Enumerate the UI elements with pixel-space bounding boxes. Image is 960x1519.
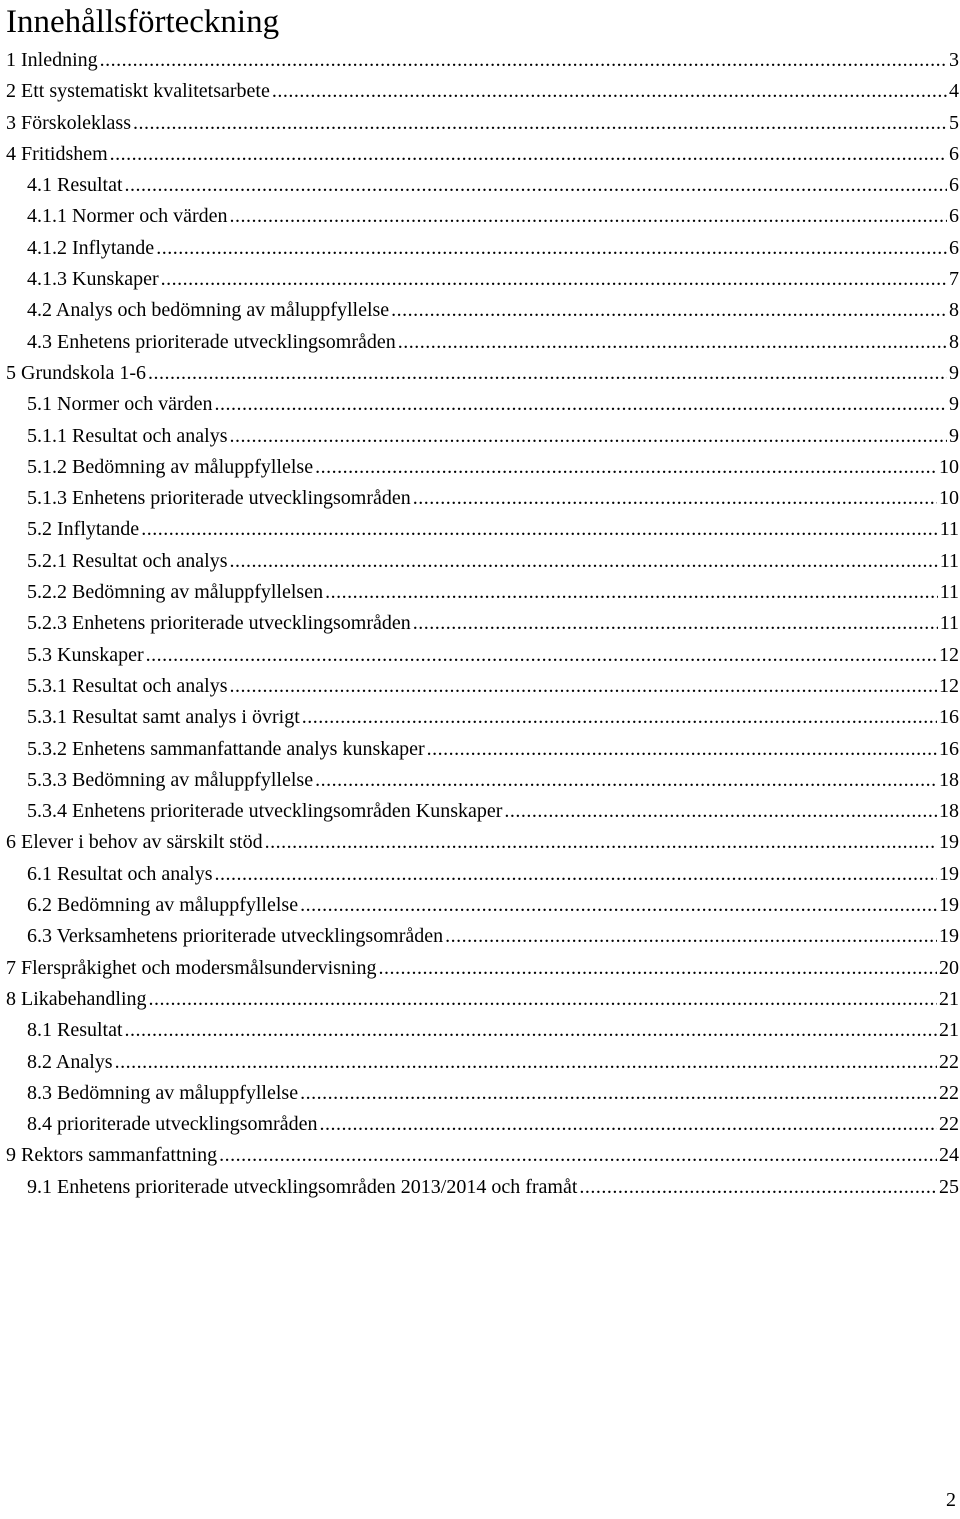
toc-entry-label: 5.3.1 Resultat och analys bbox=[27, 674, 228, 697]
toc-dot-leader bbox=[146, 640, 937, 671]
toc-entry[interactable] bbox=[0, 76, 960, 107]
toc-entry[interactable] bbox=[0, 1015, 960, 1046]
toc-entry-label: 6 Elever i behov av särskilt stöd bbox=[6, 831, 263, 854]
toc-entry-label: 4.1.3 Kunskaper bbox=[27, 268, 159, 291]
toc-dot-leader bbox=[427, 734, 937, 765]
toc-dot-leader bbox=[300, 890, 937, 921]
toc-entry-page-number: 11 bbox=[939, 581, 959, 604]
toc-entry-page-number: 4 bbox=[949, 80, 959, 103]
toc-dot-leader bbox=[315, 452, 937, 483]
toc-dot-leader bbox=[115, 1047, 937, 1078]
toc-entry-page-number: 22 bbox=[939, 1050, 959, 1073]
toc-entry-page-number: 19 bbox=[939, 925, 959, 948]
toc-entry-label: 4.1 Resultat bbox=[27, 174, 123, 197]
toc-entry[interactable] bbox=[0, 984, 960, 1015]
page-title: Innehållsförteckning bbox=[6, 4, 280, 40]
toc-entry-label: 5.2 Inflytande bbox=[27, 518, 140, 541]
toc-entry-label: 5.3 Kunskaper bbox=[27, 643, 144, 666]
toc-entry[interactable] bbox=[0, 546, 960, 577]
toc-entry[interactable] bbox=[0, 765, 960, 796]
toc-entry-label: 6.3 Verksamhetens prioriterade utvecklingsområden bbox=[27, 925, 444, 948]
toc-entry-page-number: 22 bbox=[939, 1081, 959, 1104]
toc-entry-page-number: 12 bbox=[939, 674, 959, 697]
toc-entry[interactable] bbox=[0, 608, 960, 639]
toc-dot-leader bbox=[161, 264, 947, 295]
toc-entry[interactable] bbox=[0, 201, 960, 232]
toc-entry-page-number: 19 bbox=[939, 831, 959, 854]
toc-entry-page-number: 6 bbox=[949, 174, 959, 197]
toc-entry-page-number: 22 bbox=[939, 1113, 959, 1136]
toc-entry-page-number: 11 bbox=[939, 549, 959, 572]
toc-dot-leader bbox=[413, 483, 937, 514]
toc-entry-label: 6.1 Resultat och analys bbox=[27, 862, 213, 885]
toc-dot-leader bbox=[230, 421, 947, 452]
toc-dot-leader bbox=[110, 139, 947, 170]
toc-entry-page-number: 18 bbox=[939, 800, 959, 823]
toc-entry-label: 5.1.3 Enhetens prioriterade utvecklingsområden bbox=[27, 487, 411, 510]
toc-dot-leader bbox=[445, 921, 937, 952]
toc-entry[interactable] bbox=[0, 1047, 960, 1078]
toc-entry[interactable] bbox=[0, 483, 960, 514]
toc-entry-page-number: 10 bbox=[939, 455, 959, 478]
toc-entry-label: 4.3 Enhetens prioriterade utvecklingsområden bbox=[27, 330, 396, 353]
toc-entry-label: 9 Rektors sammanfattning bbox=[6, 1144, 218, 1167]
toc-dot-leader bbox=[148, 358, 947, 389]
toc-entry-label: 5.2.2 Bedömning av måluppfyllelsen bbox=[27, 581, 324, 604]
toc-entry-label: 8 Likabehandling bbox=[6, 987, 147, 1010]
toc-entry-label: 8.1 Resultat bbox=[27, 1019, 123, 1042]
toc-dot-leader bbox=[215, 859, 937, 890]
toc-entry-page-number: 19 bbox=[939, 894, 959, 917]
toc-entry-page-number: 5 bbox=[949, 111, 959, 134]
toc-entry-label: 5.3.2 Enhetens sammanfattande analys kunskaper bbox=[27, 737, 425, 760]
toc-entry[interactable] bbox=[0, 702, 960, 733]
toc-entry-page-number: 16 bbox=[939, 706, 959, 729]
toc-entry[interactable] bbox=[0, 233, 960, 264]
toc-entry-label: 7 Flerspråkighet och modersmålsundervisning bbox=[6, 956, 377, 979]
toc-entry[interactable] bbox=[0, 1109, 960, 1140]
toc-dot-leader bbox=[391, 295, 947, 326]
toc-entry[interactable] bbox=[0, 734, 960, 765]
toc-dot-leader bbox=[125, 170, 947, 201]
toc-entry-label: 4.2 Analys och bedömning av måluppfyllelse bbox=[27, 299, 390, 322]
toc-entry-label: 4.1.2 Inflytande bbox=[27, 236, 155, 259]
toc-entry-page-number: 11 bbox=[939, 612, 959, 635]
toc-dot-leader bbox=[265, 827, 937, 858]
toc-entry-page-number: 21 bbox=[939, 1019, 959, 1042]
toc-entry-label: 8.3 Bedömning av måluppfyllelse bbox=[27, 1081, 299, 1104]
toc-entry-page-number: 8 bbox=[949, 299, 959, 322]
toc-entry-page-number: 12 bbox=[939, 643, 959, 666]
toc-dot-leader bbox=[219, 1140, 937, 1171]
toc-entry[interactable] bbox=[0, 327, 960, 358]
toc-entry[interactable] bbox=[0, 452, 960, 483]
toc-entry-label: 8.2 Analys bbox=[27, 1050, 113, 1073]
toc-entry-page-number: 16 bbox=[939, 737, 959, 760]
toc-entry[interactable] bbox=[0, 139, 960, 170]
toc-entry-label: 5 Grundskola 1-6 bbox=[6, 361, 146, 384]
toc-entry-label: 5.1.2 Bedömning av måluppfyllelse bbox=[27, 455, 314, 478]
toc-entry[interactable] bbox=[0, 295, 960, 326]
toc-entry-page-number: 10 bbox=[939, 487, 959, 510]
toc-entry[interactable] bbox=[0, 921, 960, 952]
toc-entry-page-number: 9 bbox=[949, 361, 959, 384]
table-of-contents bbox=[0, 45, 960, 1203]
toc-entry-page-number: 3 bbox=[949, 49, 959, 71]
toc-entry[interactable] bbox=[0, 1172, 960, 1203]
toc-entry[interactable] bbox=[0, 108, 960, 139]
toc-entry[interactable] bbox=[0, 796, 960, 827]
toc-entry[interactable] bbox=[0, 389, 960, 420]
toc-entry[interactable] bbox=[0, 577, 960, 608]
toc-entry-label: 5.3.4 Enhetens prioriterade utvecklingsområden Kunskaper bbox=[27, 800, 503, 823]
toc-entry-page-number: 8 bbox=[949, 330, 959, 353]
toc-entry-label: 3 Förskoleklass bbox=[6, 111, 131, 134]
toc-entry[interactable] bbox=[0, 45, 960, 76]
toc-entry[interactable] bbox=[0, 671, 960, 702]
toc-dot-leader bbox=[300, 1078, 937, 1109]
toc-entry-page-number: 20 bbox=[939, 956, 959, 979]
toc-dot-leader bbox=[215, 389, 948, 420]
toc-entry-label: 5.1 Normer och värden bbox=[27, 393, 213, 416]
toc-entry[interactable] bbox=[0, 890, 960, 921]
toc-dot-leader bbox=[325, 577, 938, 608]
toc-entry-page-number: 6 bbox=[949, 236, 959, 259]
toc-entry-label: 1 Inledning bbox=[6, 49, 98, 71]
toc-entry-label: 5.3.1 Resultat samt analys i övrigt bbox=[27, 706, 300, 729]
toc-dot-leader bbox=[156, 233, 947, 264]
toc-entry-label: 4.1.1 Normer och värden bbox=[27, 205, 228, 228]
toc-entry-page-number: 9 bbox=[949, 424, 959, 447]
toc-entry-page-number: 24 bbox=[939, 1144, 959, 1167]
toc-dot-leader bbox=[579, 1172, 937, 1203]
toc-dot-leader bbox=[230, 546, 938, 577]
toc-dot-leader bbox=[504, 796, 937, 827]
toc-dot-leader bbox=[149, 984, 937, 1015]
toc-entry[interactable] bbox=[0, 953, 960, 984]
toc-entry-page-number: 25 bbox=[939, 1175, 959, 1198]
toc-dot-leader bbox=[319, 1109, 937, 1140]
toc-entry-label: 5.1.1 Resultat och analys bbox=[27, 424, 228, 447]
toc-dot-leader bbox=[398, 327, 947, 358]
toc-entry[interactable] bbox=[0, 1078, 960, 1109]
toc-entry[interactable] bbox=[0, 640, 960, 671]
toc-entry-page-number: 7 bbox=[949, 268, 959, 291]
toc-entry-label: 4 Fritidshem bbox=[6, 142, 108, 165]
toc-dot-leader bbox=[315, 765, 937, 796]
toc-dot-leader bbox=[125, 1015, 937, 1046]
toc-entry-page-number: 9 bbox=[949, 393, 959, 416]
toc-entry[interactable] bbox=[0, 859, 960, 890]
toc-entry[interactable] bbox=[0, 827, 960, 858]
toc-entry-label: 8.4 prioriterade utvecklingsområden bbox=[27, 1113, 318, 1136]
toc-entry-label: 5.2.3 Enhetens prioriterade utvecklingsområden bbox=[27, 612, 411, 635]
toc-dot-leader bbox=[379, 953, 938, 984]
toc-dot-leader bbox=[230, 671, 937, 702]
toc-entry-page-number: 19 bbox=[939, 862, 959, 885]
toc-entry[interactable] bbox=[0, 358, 960, 389]
toc-entry-label: 5.3.3 Bedömning av måluppfyllelse bbox=[27, 768, 314, 791]
toc-entry-page-number: 6 bbox=[949, 142, 959, 165]
toc-entry-page-number: 21 bbox=[939, 987, 959, 1010]
toc-entry-page-number: 6 bbox=[949, 205, 959, 228]
toc-dot-leader bbox=[413, 608, 938, 639]
toc-entry-page-number: 18 bbox=[939, 768, 959, 791]
toc-dot-leader bbox=[230, 201, 948, 232]
page-number: 2 bbox=[946, 1489, 956, 1511]
toc-entry[interactable] bbox=[0, 421, 960, 452]
toc-dot-leader bbox=[302, 702, 937, 733]
toc-dot-leader bbox=[141, 514, 938, 545]
toc-entry[interactable] bbox=[0, 264, 960, 295]
toc-entry[interactable] bbox=[0, 170, 960, 201]
toc-entry-label: 9.1 Enhetens prioriterade utvecklingsområden 2013/2014 och framåt bbox=[27, 1175, 578, 1198]
toc-entry[interactable] bbox=[0, 1140, 960, 1171]
toc-entry-label: 2 Ett systematiskt kvalitetsarbete bbox=[6, 80, 270, 103]
toc-entry-label: 5.2.1 Resultat och analys bbox=[27, 549, 228, 572]
toc-dot-leader bbox=[100, 45, 947, 76]
toc-dot-leader bbox=[133, 108, 947, 139]
toc-dot-leader bbox=[272, 76, 947, 107]
toc-entry-page-number: 11 bbox=[939, 518, 959, 541]
toc-entry[interactable] bbox=[0, 514, 960, 545]
toc-entry-label: 6.2 Bedömning av måluppfyllelse bbox=[27, 894, 299, 917]
